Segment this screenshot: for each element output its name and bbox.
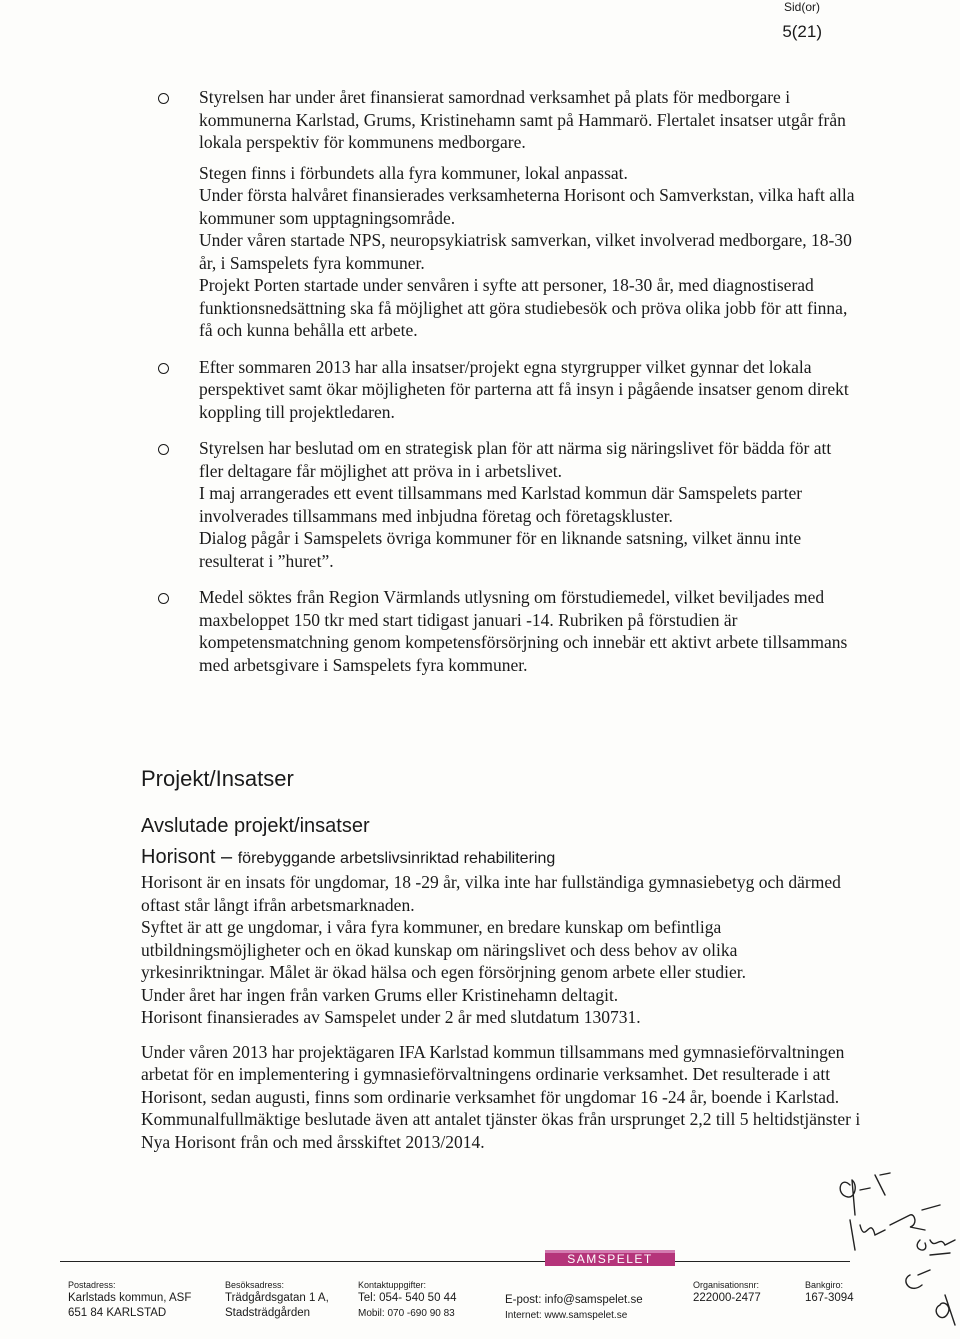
paragraph: Efter sommaren 2013 har alla insatser/projekt egna styrgrupper vilket gynnar det lokala perspektivet samt ökar möjligheten för parterna att få insyn i pågående insatser genom direkt koppling till projektledaren. <box>199 356 849 422</box>
section-body <box>141 871 861 1153</box>
footer-line: Tel: 054- 540 50 44 <box>358 1292 457 1304</box>
bullet-item <box>155 586 855 676</box>
page-number: 5(21) <box>782 22 822 41</box>
bullet-item <box>155 437 855 572</box>
paragraph: Under första halvåret finansierades verksamheterna Horisont och Samverkstan, vilka haft alla kommuner som upptagningsområde. <box>199 185 855 228</box>
footer-line: 167-3094 <box>805 1292 854 1304</box>
bullet-circle-icon <box>158 363 169 374</box>
footer-line: Stadsträdgården <box>225 1307 311 1319</box>
paragraph: Horisont är en insats för ungdomar, 18 -29 år, vilka inte har fullständiga gymnasiebetyg och därmed oftast står långt ifrån arbetsmarknaden. <box>141 872 841 915</box>
footer-label: Kontaktuppgifter: <box>358 1280 427 1290</box>
page-label: Sid(or) <box>783 0 820 14</box>
footer-line: Mobil: 070 -690 90 83 <box>358 1308 455 1319</box>
paragraph: Dialog pågår i Samspelets övriga kommuner för en liknande satsning, vilket ännu inte resulterat i ”huret”. <box>199 528 802 571</box>
footer-org <box>693 1279 761 1306</box>
footer-label: Bankgiro: <box>805 1280 844 1290</box>
bullet-item <box>155 86 855 342</box>
footer-email: E-post: info@samspelet.se <box>505 1294 643 1306</box>
footer-website: Internet: www.samspelet.se <box>505 1310 628 1321</box>
footer-line: Trädgårdsgatan 1 A, <box>225 1292 329 1304</box>
footer-line: Karlstads kommun, ASF <box>68 1292 192 1304</box>
footer-line: 651 84 KARLSTAD <box>68 1307 167 1319</box>
bullet-item <box>155 356 855 424</box>
footer-web <box>505 1293 643 1323</box>
footer-label: Postadress: <box>68 1280 116 1290</box>
paragraph: Styrelsen har under året finansierat samordnad verksamhet på plats för medborgare i kommunerna Karlstad, Grums, Kristinehamn samt på Hammarö. Flertalet insatser utgår från lokala perspektiv för kommunens medborgare. <box>199 87 846 152</box>
paragraph: Stegen finns i förbundets alla fyra kommuner, lokal anpassat. <box>199 162 628 183</box>
paragraph: Horisont finansierades av Samspelet under 2 år med slutdatum 130731. <box>141 1007 641 1027</box>
section-heading: Projekt/Insatser <box>141 766 294 791</box>
project-subtitle: förebyggande arbetslivsinriktad rehabilitering <box>237 850 556 867</box>
bullet-list <box>155 86 855 687</box>
footer-divider <box>60 1261 850 1262</box>
subsection-heading: Avslutade projekt/insatser <box>141 815 370 837</box>
project-heading <box>141 846 555 869</box>
footer-label: Besöksadress: <box>225 1280 285 1290</box>
project-name: Horisont <box>141 846 216 868</box>
footer-bank <box>805 1279 854 1306</box>
samspelet-logo <box>545 1244 675 1268</box>
paragraph: Syftet är att ge ungdomar, i våra fyra kommuner, en bredare kunskap om befintliga utbildningsmöjligheter och en ökad kunskap om näringslivet och dess behov av olika yrkesinriktningar. Målet är ökad hälsa och egen försörjning genom arbete eller studier. <box>141 917 747 982</box>
footer-visit <box>225 1279 329 1321</box>
paragraph: Under våren 2013 har projektägaren IFA Karlstad kommun tillsammans med gymnasieförvaltningen arbetat för en implementering i gymnasieförvaltningens ordinarie verksamhet. Det resulterade i att Horisont, sedan augusti, finns som ordinarie verksamhet för ungdomar 16 -24 år, boende i Karlstad. <box>141 1041 845 1107</box>
paragraph: Kommunalfullmäktige beslutade även att antalet tjänster ökas från ursprunget 2,2 till 5 heltidstjänster i Nya Horisont från och med årsskiftet 2013/2014. <box>141 1109 861 1152</box>
bullet-circle-icon <box>158 593 169 604</box>
paragraph: Projekt Porten startade under senvåren i syfte att personer, 18-30 år, med diagnostiserad funktionsnedsättning ska få möjlighet att göra studiebesök och pröva olika jobb för att finna, få och kunna behålla ett arbete. <box>199 275 848 340</box>
paragraph: Medel söktes från Region Värmlands utlysning om förstudiemedel, vilket beviljades med maxbeloppet 150 tkr med start tidigast januari -14. Rubriken på förstudien är kompetensmatchning genom kompetensförsörjning och innebär ett aktivt arbete tillsammans med arbetsgivare i Samspelets fyra kommuner. <box>199 587 848 675</box>
paragraph: Styrelsen har beslutad om en strategisk plan för att närma sig näringslivet för bädda för att fler deltagare får möjlighet att pröva in i arbetslivet. <box>199 438 832 481</box>
paragraph: I maj arrangerades ett event tillsammans med Karlstad kommun där Samspelets parter involverades tillsammans med inbjudna företag och företagskluster. <box>199 483 803 526</box>
footer-postal <box>68 1279 191 1321</box>
paragraph: Under året har ingen från varken Grums eller Kristinehamn deltagit. <box>141 984 619 1005</box>
logo-text: SAMSPELET <box>567 1252 653 1266</box>
paragraph: Under våren startade NPS, neuropsykiatrisk samverkan, vilket involverad medborgare, 18-30 år, i Samspelets fyra kommuner. <box>199 230 852 273</box>
footer-contact <box>358 1279 456 1321</box>
footer-label: Organisationsnr: <box>693 1280 760 1290</box>
heading-dash: – <box>215 846 238 868</box>
footer-line: 222000-2477 <box>693 1292 761 1304</box>
bullet-circle-icon <box>158 444 169 455</box>
bullet-circle-icon <box>158 93 169 104</box>
